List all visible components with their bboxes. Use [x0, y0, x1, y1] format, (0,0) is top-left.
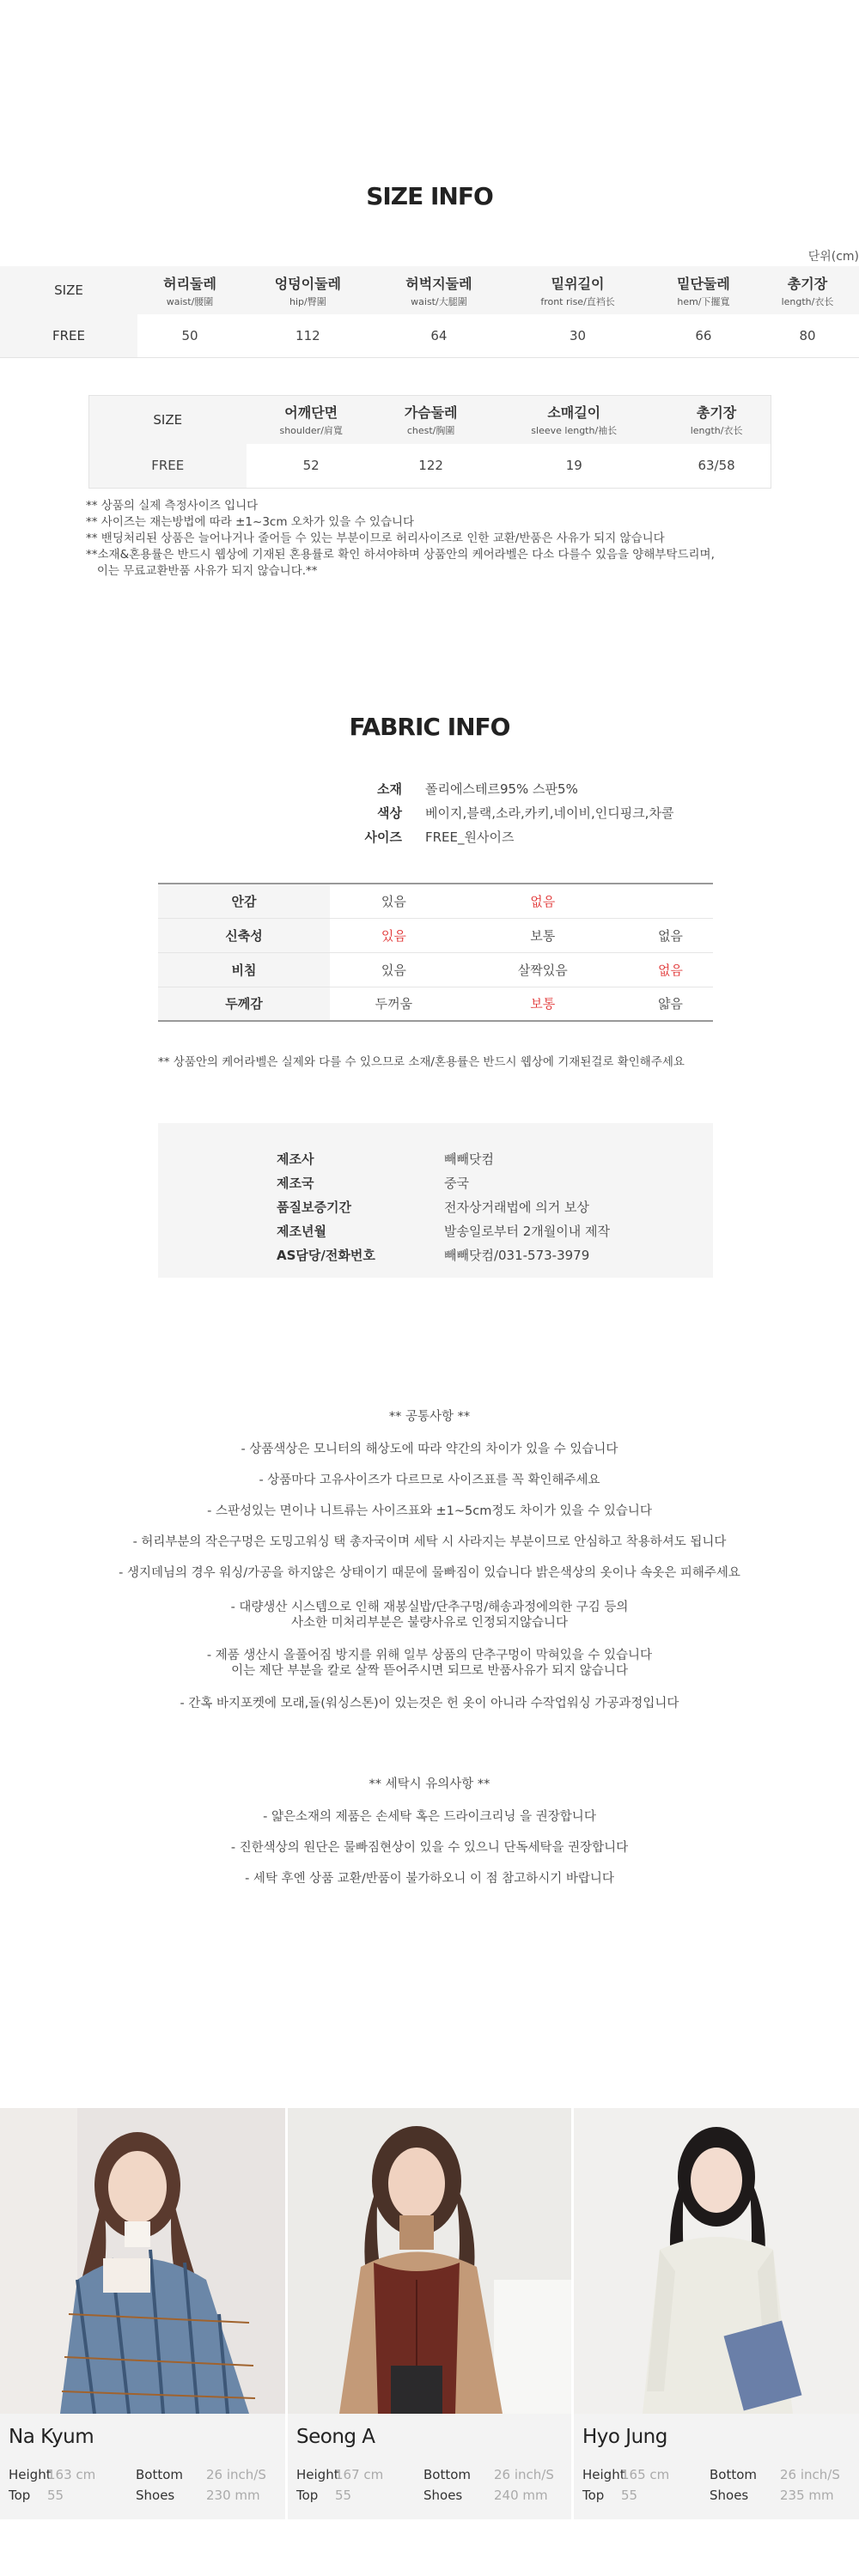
spec-value: FREE_원사이즈: [425, 829, 515, 845]
column-header: 어깨단면 shoulder/肩寬: [247, 396, 376, 444]
model-photo: [288, 2108, 571, 2414]
column-header: 허리둘레 waist/腰圍: [137, 266, 242, 314]
spec-key: 소재: [377, 781, 402, 797]
model-card-hyo-jung: [574, 2108, 859, 2519]
property-option: 없음: [628, 918, 713, 952]
spec-key: 사이즈: [364, 829, 402, 845]
property-option: 보통: [458, 918, 628, 952]
property-option: 살짝있음: [458, 952, 628, 987]
note-line: 이는 무료교환반품 사유가 되지 않습니다.**: [86, 564, 318, 578]
notes-title: ** 세탁시 유의사항 **: [369, 1777, 490, 1791]
maker-row: 제조국 중국: [277, 1176, 469, 1191]
maker-row: 제조사 빼빼닷컴: [277, 1151, 494, 1167]
cell: 19: [565, 458, 582, 474]
cell: 50: [137, 314, 242, 357]
size-table-top: [88, 395, 771, 489]
property-option: 보통: [458, 987, 628, 1021]
model-name: Hyo Jung: [582, 2426, 667, 2448]
maker-row: 품질보증기간 전자상거래법에 의거 보상: [277, 1200, 589, 1215]
column-header: 엉덩이둘레 hip/臀圍: [242, 266, 374, 314]
note-line: 이는 제단 부분을 칼로 살짝 뜯어주시면 되므로 반품사유가 되지 않습니다: [231, 1664, 628, 1678]
table-row: [158, 987, 713, 1021]
cell: 63/58: [698, 458, 735, 474]
note-line: **소재&혼용률은 반드시 웹상에 기재된 혼용률로 확인 하셔야하며 상품안의 케어라벨은 다소 다를수 있음을 양해부탁드리며,: [86, 548, 715, 562]
note-line: - 상품마다 고유사이즈가 다르므로 사이즈표를 꼭 확인해주세요: [259, 1473, 600, 1487]
model-name: Seong A: [296, 2426, 375, 2448]
size-notes: [86, 498, 715, 580]
spec-key: 색상: [377, 805, 402, 821]
note-line: - 간혹 바지포켓에 모래,돌(워싱스톤)이 있는것은 헌 옷이 아니라 수작업워싱 가공과정입니다: [180, 1697, 679, 1710]
model-spec: Height 167 cm Bottom 26 inch/S Top 55 Shoes 240 mm: [296, 2467, 554, 2503]
property-option: 얇음: [628, 987, 713, 1021]
table-row: [89, 444, 771, 489]
table-row: [0, 314, 859, 357]
model-spec: Height 163 cm Bottom 26 inch/S Top 55 Shoes 230 mm: [9, 2467, 266, 2503]
table-row: [158, 918, 713, 952]
notes-title: ** 공통사항 **: [388, 1410, 471, 1424]
property-option: 두꺼움: [330, 987, 458, 1021]
property-option: 있음: [381, 893, 406, 909]
property-label: 신축성: [158, 918, 330, 952]
wash-notes: [0, 1776, 859, 1896]
note-line: - 얇은소재의 제품은 손세탁 혹은 드라이크리닝 을 권장합니다: [263, 1810, 596, 1824]
maker-info-box: [158, 1123, 713, 1278]
note-line: - 생지데님의 경우 워싱/가공을 하지않은 상태이기 때문에 물빠짐이 있습니다 밝은색상의 옷이나 속옷은 피해주세요: [119, 1566, 740, 1580]
common-notes: [0, 1408, 859, 1752]
fabric-property-table: [158, 883, 713, 1022]
model-photo: [574, 2108, 859, 2414]
note-line: - 세탁 후엔 상품 교환/반품이 불가하오니 이 점 참고하시기 바랍니다: [245, 1872, 614, 1886]
fabric-info-title: FABRIC INFO: [349, 713, 510, 741]
property-option: 없음: [530, 893, 556, 909]
size-table-bottom: [0, 266, 859, 358]
column-header: 밑위길이 front rise/直裆长: [504, 266, 651, 314]
spec-value: 베이지,블랙,소라,카키,네이비,인디핑크,차콜: [425, 805, 674, 821]
note-line: - 허리부분의 작은구멍은 도밍고워싱 택 총자국이며 세탁 시 사라지는 부분이므로 안심하고 착용하셔도 됩니다: [132, 1535, 727, 1549]
model-card-seong-a: [288, 2108, 571, 2519]
size-header: SIZE: [0, 266, 137, 314]
model-photo: [0, 2108, 285, 2414]
note-line: - 스판성있는 면이나 니트류는 사이즈표와 ±1~5cm정도 차이가 있을 수 있습니다: [207, 1504, 652, 1518]
cell: 122: [418, 458, 443, 474]
row-label: FREE: [89, 444, 247, 489]
table-row: [158, 884, 713, 918]
property-option: 없음: [628, 952, 713, 987]
property-label: 두께감: [158, 987, 330, 1021]
cell: 30: [504, 314, 651, 357]
column-header: 가슴둘레 chest/胸圍: [376, 396, 485, 444]
model-spec: Height 165 cm Bottom 26 inch/S Top 55 Shoes 235 mm: [582, 2467, 840, 2503]
note-line: - 상품색상은 모니터의 해상도에 따라 약간의 차이가 있을 수 있습니다: [241, 1443, 618, 1456]
column-header: 총기장 length/衣长: [662, 396, 771, 444]
model-name: Na Kyum: [9, 2426, 94, 2448]
cell: 66: [651, 314, 756, 357]
size-header: SIZE: [89, 396, 247, 444]
unit-label: 단위(cm): [807, 250, 859, 264]
column-header: 허벅지둘레 waist/大腿圍: [374, 266, 505, 314]
spec-value: 폴리에스테르95% 스판5%: [425, 781, 578, 797]
row-label: FREE: [0, 314, 137, 357]
property-option: 있음: [330, 952, 458, 987]
maker-row: 제조년월 발송일로부터 2개월이내 제작: [277, 1224, 610, 1239]
cell: 112: [242, 314, 374, 357]
column-header: 밑단둘레 hem/下擺寬: [651, 266, 756, 314]
note-line: - 대량생산 시스템으로 인해 재봉실밥/단추구멍/해송과정에의한 구김 등의: [230, 1601, 629, 1614]
note-line: - 제품 생산시 올풀어짐 방지를 위해 일부 상품의 단추구멍이 막혀있을 수 있습니다: [206, 1649, 653, 1662]
note-line: - 진한색상의 원단은 물빠짐현상이 있을 수 있으니 단독세탁을 권장합니다: [230, 1841, 629, 1855]
property-option: [628, 884, 713, 918]
property-option: 있음: [330, 918, 458, 952]
cell: 64: [374, 314, 505, 357]
table-row: [158, 952, 713, 987]
cell: 52: [302, 458, 320, 474]
fabric-note: ** 상품안의 케어라벨은 실제와 다를 수 있으므로 소재/혼용률은 반드시 웹상에 기재된걸로 확인해주세요: [158, 1055, 685, 1069]
model-card-na-kyum: [0, 2108, 285, 2519]
note-line: ** 상품의 실제 측정사이즈 입니다: [86, 499, 259, 513]
note-line: ** 밴딩처리된 상품은 늘어나거나 줄어들 수 있는 부분이므로 허리사이즈로 인한 교환/반품은 사유가 되지 않습니다: [86, 532, 665, 545]
cell: 80: [756, 314, 859, 357]
note-line: ** 사이즈는 재는방법에 따라 ±1~3cm 오차가 있을 수 있습니다: [86, 515, 415, 529]
fabric-specs: [344, 777, 673, 849]
column-header: 소매길이 sleeve length/袖长: [485, 396, 662, 444]
note-line: 사소한 미처리부분은 불량사유로 인정되지않습니다: [291, 1616, 568, 1630]
maker-row: AS담당/전화번호 빼빼닷컴/031-573-3979: [277, 1248, 590, 1263]
size-info-title: SIZE INFO: [366, 182, 493, 210]
column-header: 총기장 length/衣长: [756, 266, 859, 314]
property-label: 안감: [158, 884, 330, 918]
property-label: 비침: [158, 952, 330, 987]
